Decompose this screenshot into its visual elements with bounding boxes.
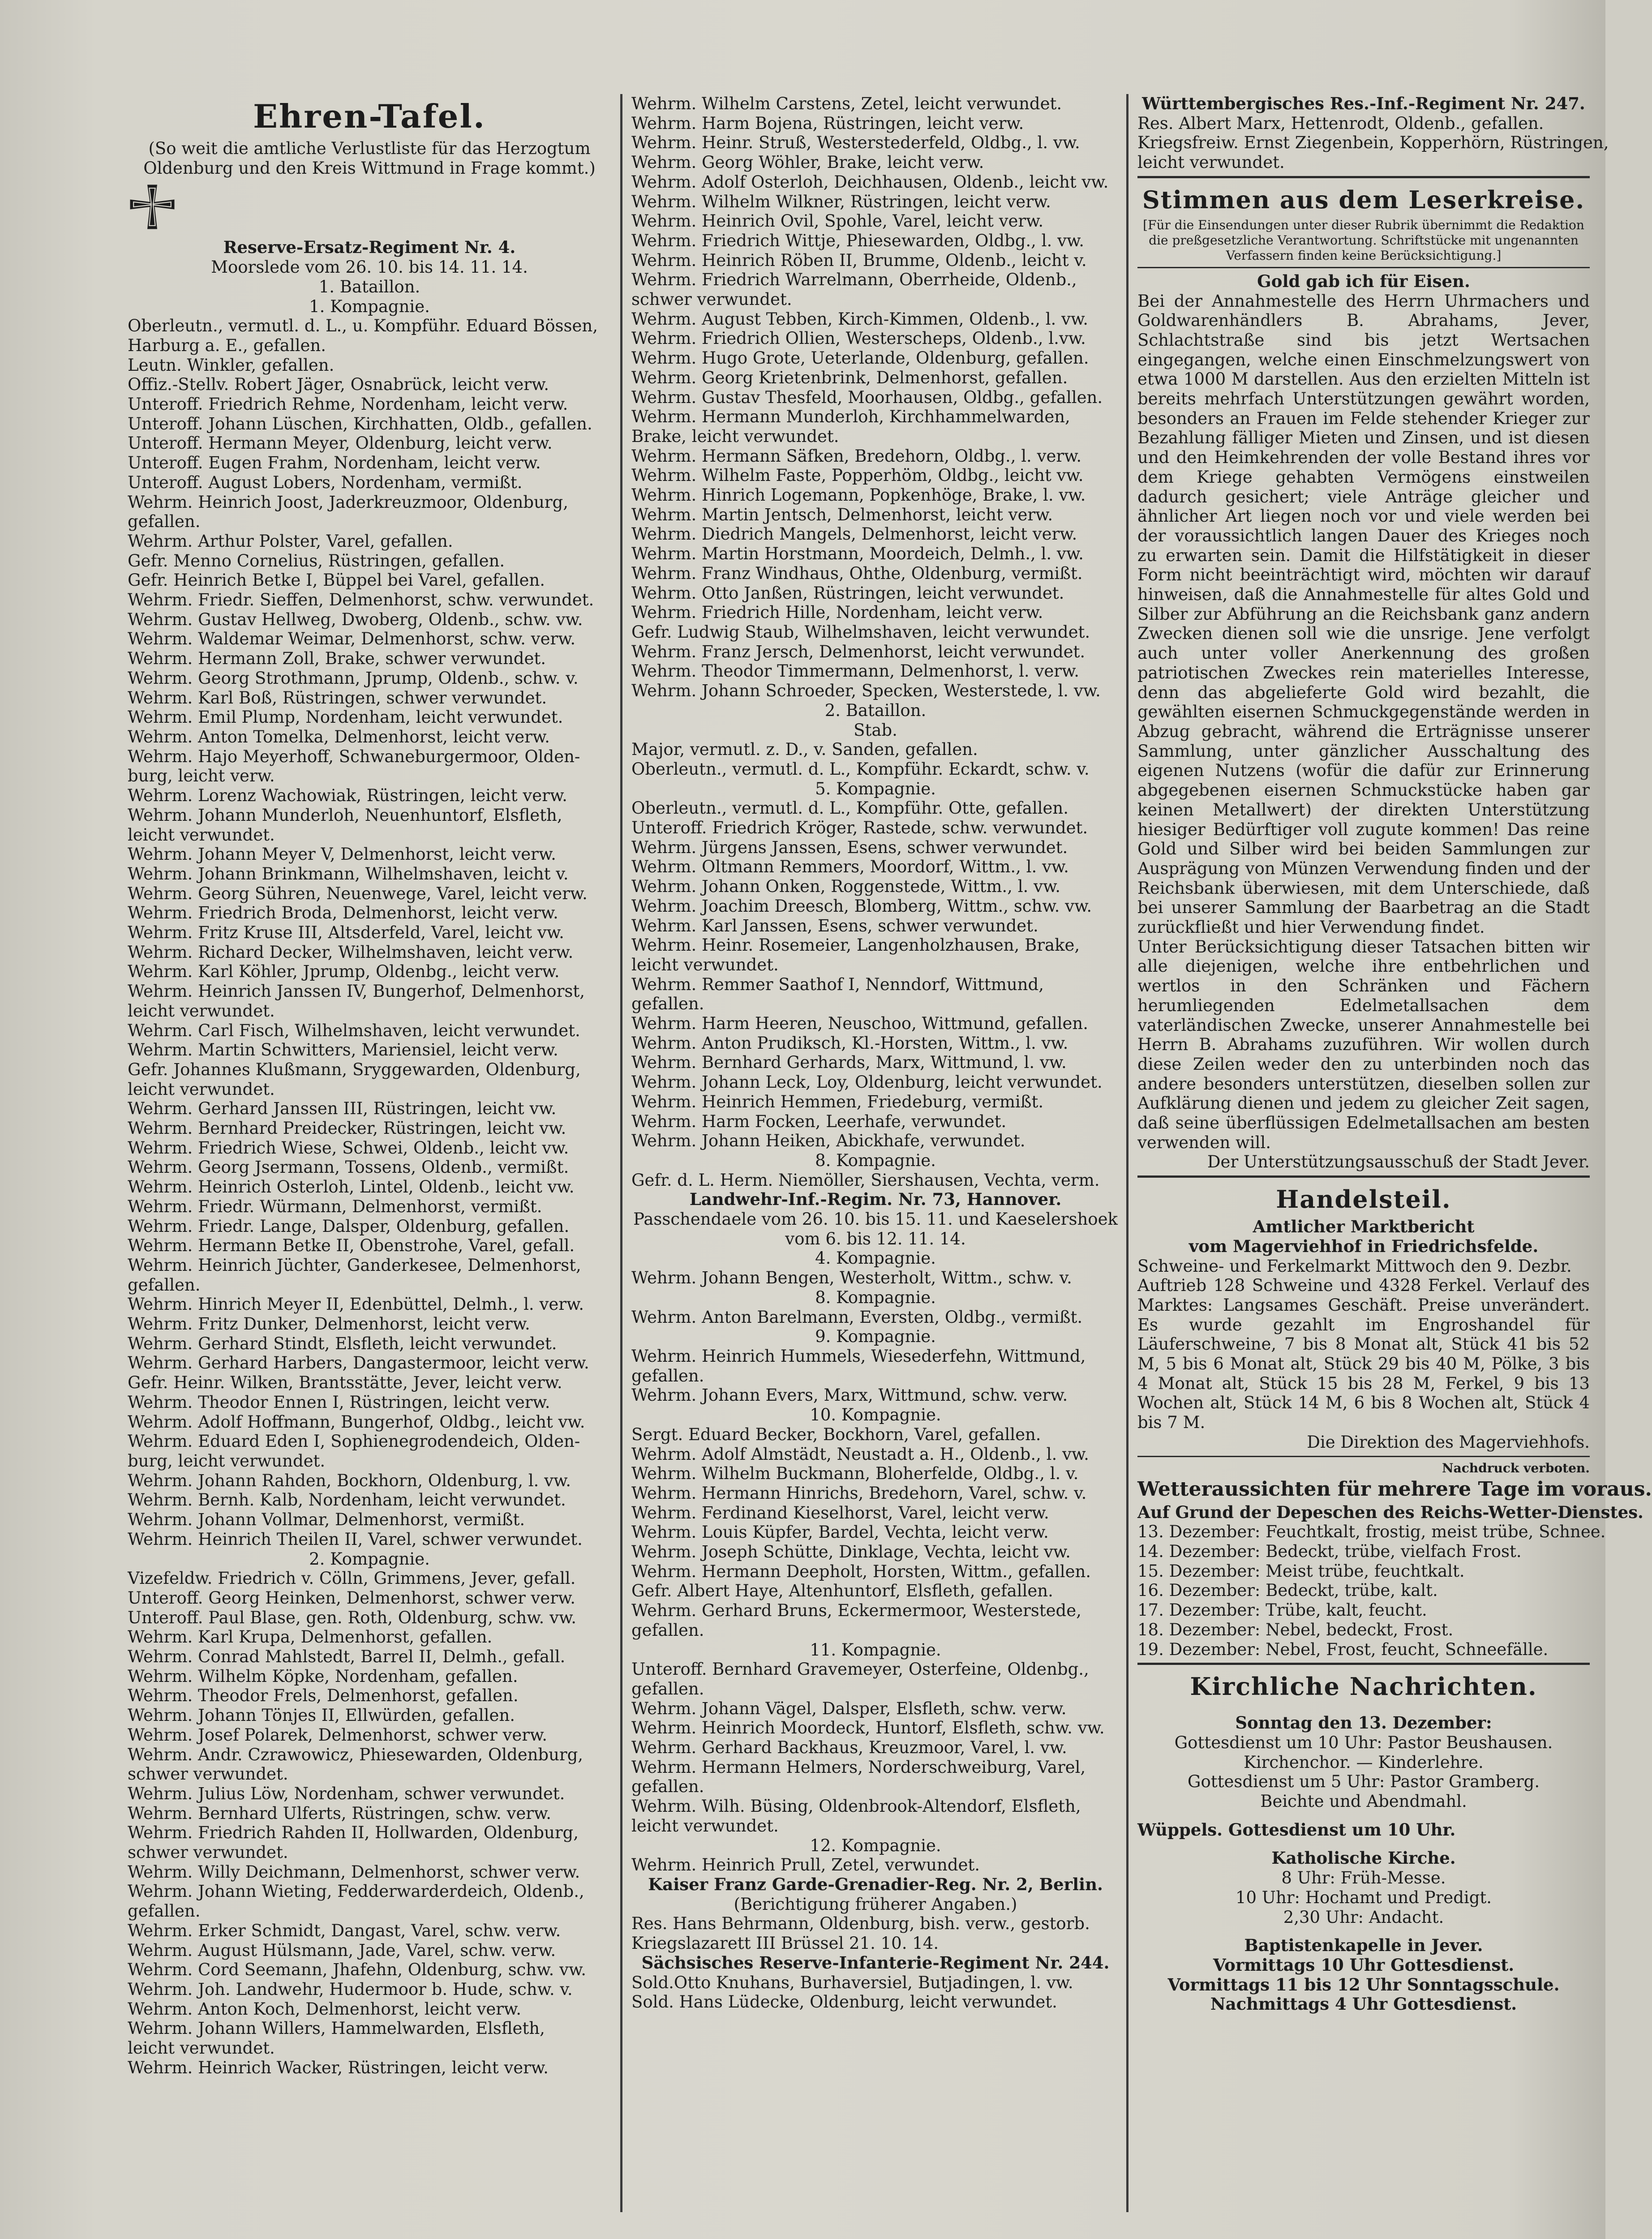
church-line: Vormittags 11 bis 12 Uhr Sonntagsschule. bbox=[1167, 1974, 1560, 1995]
casualty-entry: Wehrm. Georg Jsermann, Tossens, Oldenb., vermißt. bbox=[128, 1158, 569, 1177]
casualty-entry: Wehrm. Georg Strothmann, Jprump, Oldenb., schw. v. bbox=[128, 668, 579, 688]
company-heading: 9. Kompagnie. bbox=[815, 1327, 936, 1347]
casualty-entry: Oberleutn., vermutl. d. L., Kompführ. Otte, gefallen. bbox=[631, 798, 1069, 818]
casualty-entry: Wehrm. Johann Meyer V, Delmenhorst, leicht verw. bbox=[128, 845, 556, 864]
casualty-entry: Unteroff. Friedrich Rehme, Nordenham, leicht verw. bbox=[128, 395, 568, 414]
casualty-entry: Wehrm. Wilhelm Faste, Popperhöm, Oldbg., leicht vw. bbox=[631, 466, 1084, 485]
column-divider bbox=[1126, 94, 1129, 2212]
section-title-kirchliche: Kirchliche Nachrichten. bbox=[1190, 1672, 1537, 1701]
baptist-chapel-title: Baptistenkapelle in Jever. bbox=[1244, 1935, 1483, 1956]
casualty-entry: Wehrm. Karl Köhler, Jprump, Oldenbg., leicht verw. bbox=[128, 962, 560, 982]
casualty-entry: Wehrm. Friedrich Rahden II, Hollwarden, Oldenburg, bbox=[128, 1823, 579, 1843]
casualty-entry: Wehrm. Franz Windhaus, Ohthe, Oldenburg, vermißt. bbox=[631, 563, 1083, 583]
casualty-entry: Unteroff. August Lobers, Nordenham, vermißt. bbox=[128, 472, 523, 492]
section-divider bbox=[1137, 1663, 1590, 1665]
casualty-entry: Wehrm. Hugo Grote, Ueterlande, Oldenburg, gefallen. bbox=[631, 348, 1089, 368]
weather-list bbox=[1137, 1522, 1606, 1659]
casualty-list bbox=[631, 1914, 1120, 1953]
casualty-entry: Wehrm. Johann Onken, Roggenstede, Wittm., l. vw. bbox=[631, 877, 1060, 896]
casualty-entry: Wehrm. Erker Schmidt, Dangast, Varel, schw. verw. bbox=[128, 1921, 561, 1940]
casualty-entry: Wehrm. Theodor Timmermann, Delmenhorst, l. verw. bbox=[631, 661, 1079, 681]
casualty-entry: Wehrm. Conrad Mahlstedt, Barrel II, Delmh., gefall. bbox=[128, 1647, 566, 1667]
casualty-entry: Wehrm. Wilhelm Buckmann, Bloherfelde, Oldbg., l. v. bbox=[631, 1464, 1079, 1484]
church-line: Nachmittags 4 Uhr Gottesdienst. bbox=[1210, 1994, 1517, 2014]
casualty-entry: Wehrm. Wilh. Büsing, Oldenbrook-Altendorf, Elsfleth, bbox=[631, 1797, 1081, 1816]
casualty-list bbox=[128, 316, 611, 1549]
regiment-subheading: Moorslede vom 26. 10. bis 14. 11. 14. bbox=[211, 257, 528, 277]
regiment-heading: Reserve-Ersatz-Regiment Nr. 4. bbox=[223, 237, 516, 257]
casualty-entry: Wehrm. Martin Jentsch, Delmenhorst, leicht verw. bbox=[631, 505, 1053, 524]
casualty-entry: Wehrm. Friedr. Sieffen, Delmenhorst, schw. verwundet. bbox=[128, 590, 594, 610]
casualty-entry: Wehrm. Anton Barelmann, Eversten, Oldbg., vermißt. bbox=[631, 1307, 1083, 1327]
casualty-list bbox=[631, 1425, 1120, 1640]
casualty-entry: Wehrm. Heinrich Röben II, Brumme, Oldenb., leicht v. bbox=[631, 250, 1087, 270]
casualty-entry: Wehrm. Martin Horstmann, Moordeich, Delmh., l. vw. bbox=[631, 544, 1084, 564]
casualty-entry: schwer verwundet. bbox=[631, 290, 792, 309]
column-2 bbox=[631, 94, 1120, 2012]
casualty-entry: Gefr. Albert Haye, Altenhuntorf, Elsfleth, gefallen. bbox=[631, 1581, 1053, 1601]
weather-line: 15. Dezember: Meist trübe, feuchtkalt. bbox=[1137, 1561, 1465, 1581]
casualty-entry: Wehrm. Karl Boß, Rüstringen, schwer verwundet. bbox=[128, 688, 547, 708]
casualty-entry: Wehrm. Hermann Munderloh, Kirchhammelwarden, bbox=[631, 407, 1070, 427]
page-title: Ehren-Tafel. bbox=[253, 97, 486, 135]
casualty-entry: Harburg a. E., gefallen. bbox=[128, 335, 326, 355]
casualty-entry: Wehrm. Heinrich Jüchter, Ganderkesee, Delmenhorst, bbox=[128, 1255, 581, 1275]
casualty-entry: Wehrm. Friedr. Würmann, Delmenhorst, vermißt. bbox=[128, 1197, 542, 1216]
casualty-entry: Wehrm. Harm Bojena, Rüstringen, leicht verw. bbox=[631, 113, 1024, 133]
church-line: 10 Uhr: Hochamt und Predigt. bbox=[1235, 1887, 1492, 1907]
casualty-entry: Wehrm. Gerhard Bruns, Eckermermoor, Westerstede, bbox=[631, 1601, 1081, 1621]
company-heading: 5. Kompagnie. bbox=[815, 779, 936, 798]
church-line: Beichte und Abendmahl. bbox=[1260, 1792, 1467, 1811]
casualty-entry: gefallen. bbox=[128, 1901, 201, 1921]
casualty-entry: Wehrm. Bernhard Preidecker, Rüstringen, leicht vw. bbox=[128, 1119, 566, 1138]
casualty-entry: Wehrm. Heinrich Ovil, Spohle, Varel, leicht verw. bbox=[631, 211, 1044, 231]
casualty-entry: Wehrm. Joh. Landwehr, Hudermoor b. Hude, schw. v. bbox=[128, 1979, 573, 1999]
casualty-entry: Wehrm. Waldemar Weimar, Delmenhorst, schw. verw. bbox=[128, 629, 576, 649]
section-title-leserkreise: Stimmen aus dem Leserkreise. bbox=[1142, 185, 1585, 214]
casualty-entry: Wehrm. Friedrich Warrelmann, Oberrheide, Oldenb., bbox=[631, 270, 1077, 290]
article-signature: Der Unterstützungsausschuß der Stadt Jever. bbox=[1207, 1152, 1590, 1172]
catholic-church-title: Katholische Kirche. bbox=[1271, 1848, 1456, 1868]
casualty-entry: schwer verwundet. bbox=[128, 1764, 288, 1784]
casualty-entry: Wehrm. Heinrich Wacker, Rüstringen, leicht verw. bbox=[128, 2058, 549, 2077]
casualty-list bbox=[631, 1660, 1120, 1836]
casualty-entry: gefallen. bbox=[631, 994, 704, 1014]
casualty-entry: Wehrm. Oltmann Remmers, Moordorf, Wittm., l. vw. bbox=[631, 857, 1069, 877]
casualty-entry: Unteroff. Paul Blase, gen. Roth, Oldenburg, schw. vw. bbox=[128, 1608, 576, 1627]
casualty-entry: Leutn. Winkler, gefallen. bbox=[128, 355, 335, 375]
divider bbox=[1137, 1456, 1590, 1457]
church-line: Kirchenchor. — Kinderlehre. bbox=[1244, 1752, 1484, 1772]
casualty-entry: Wehrm. Johann Willers, Hammelwarden, Elsfleth, bbox=[128, 2019, 545, 2038]
article-body: Unter Berücksichtigung dieser Tatsachen bitten wir alle diejenigen, welche ihre entbehrlichen und wertlos in den Schränken und Fächern herumliegenden Edelmetallsachen dem vaterländischen Zwecke, unserer Annahmestelle bei Herrn B. Abrahams zuzuführen. Wir wollen durch diese Zeilen weder den zu unterbinden noch das andere besonders unterstützen, dieselben sollen zur Aufklärung dienen und jedem zu gleicher Zeit sagen, daß seine überflüssigen Edelmetallsachen am besten verwenden will. bbox=[1137, 937, 1590, 1152]
casualty-entry: Wehrm. Johann Tönjes II, Ellwürden, gefallen. bbox=[128, 1706, 515, 1725]
casualty-entry: Wehrm. Ferdinand Kieselhorst, Varel, leicht verw. bbox=[631, 1503, 1049, 1523]
casualty-entry: Wehrm. Anton Tomelka, Delmenhorst, leicht verw. bbox=[128, 727, 550, 746]
casualty-entry: Major, vermutl. z. D., v. Sanden, gefallen. bbox=[631, 740, 978, 759]
casualty-entry: Wehrm. Friedr. Lange, Dalsper, Oldenburg, gefallen. bbox=[128, 1216, 570, 1236]
casualty-entry: Wehrm. Johann Evers, Marx, Wittmund, schw. verw. bbox=[631, 1385, 1068, 1405]
casualty-entry: Wehrm. Louis Küpfer, Bardel, Vechta, leicht verw. bbox=[631, 1523, 1049, 1542]
article-title: Gold gab ich für Eisen. bbox=[1257, 271, 1470, 291]
casualty-entry: Wehrm. Johann Vägel, Dalsper, Elsfleth, schw. verw. bbox=[631, 1699, 1067, 1718]
casualty-entry: Wehrm. Georg Wöhler, Brake, leicht verw. bbox=[631, 153, 984, 172]
casualty-entry: Wehrm. August Hülsmann, Jade, Varel, schw. verw. bbox=[128, 1940, 556, 1960]
casualty-entry: Wehrm. Gerhard Harbers, Dangastermoor, leicht verw. bbox=[128, 1353, 589, 1373]
casualty-entry: Wehrm. Andr. Czrawowicz, Phiesewarden, Oldenburg, bbox=[128, 1745, 584, 1764]
editorial-note: Verfassern finden keine Berücksichtigung.] bbox=[1226, 248, 1502, 263]
casualty-entry: Wehrm. Martin Schwitters, Mariensiel, leicht verw. bbox=[128, 1040, 558, 1060]
weather-line: 14. Dezember: Bedeckt, trübe, vielfach Frost. bbox=[1137, 1542, 1522, 1561]
casualty-entry: Wehrm. Bernhard Ulferts, Rüstringen, schw. verw. bbox=[128, 1803, 552, 1823]
casualty-entry: Wehrm. Johann Vollmar, Delmenhorst, vermißt. bbox=[128, 1510, 525, 1530]
casualty-entry: gefallen. bbox=[128, 1275, 201, 1295]
casualty-entry: leicht verwundet. bbox=[1137, 153, 1285, 172]
casualty-entry: Gefr. d. L. Herm. Niemöller, Siershausen, Vechta, verm. bbox=[631, 1170, 1100, 1190]
casualty-entry: Wehrm. Remmer Saathof I, Nenndorf, Wittmund, bbox=[631, 974, 1044, 994]
casualty-entry: Wehrm. Arthur Polster, Varel, gefallen. bbox=[128, 531, 453, 551]
regiment-subheading: Passchendaele vom 26. 10. bis 15. 11. und Kaeselershoek bbox=[633, 1210, 1118, 1229]
market-report-title: Amtlicher Marktbericht bbox=[1253, 1217, 1475, 1237]
casualty-entry: Unteroff. Bernhard Gravemeyer, Osterfeine, Oldenbg., bbox=[631, 1660, 1089, 1679]
casualty-entry: Wehrm. Friedrich Wiese, Schwei, Oldenb., leicht vw. bbox=[128, 1138, 569, 1158]
church-line: Gottesdienst um 5 Uhr: Pastor Gramberg. bbox=[1187, 1772, 1540, 1792]
casualty-entry: Wehrm. Johann Schroeder, Specken, Westerstede, l. vw. bbox=[631, 681, 1101, 701]
casualty-entry: Res. Albert Marx, Hettenrodt, Oldenb., gefallen. bbox=[1137, 113, 1544, 133]
casualty-entry: Unteroff. Georg Heinken, Delmenhorst, schwer verw. bbox=[128, 1588, 576, 1608]
column-3 bbox=[1137, 94, 1652, 2014]
casualty-entry: Wehrm. Georg Sühren, Neuenwege, Varel, leicht verw. bbox=[128, 884, 588, 903]
casualty-entry: Wehrm. Hermann Zoll, Brake, schwer verwundet. bbox=[128, 649, 546, 669]
casualty-entry: leicht verwundet. bbox=[128, 1079, 275, 1099]
casualty-list bbox=[631, 94, 1120, 701]
casualty-entry: Wehrm. Wilhelm Köpke, Nordenham, gefallen. bbox=[128, 1666, 518, 1686]
company-heading: 10. Kompagnie. bbox=[810, 1405, 941, 1425]
battalion-heading: 1. Bataillon. bbox=[318, 277, 421, 296]
casualty-entry: Wehrm. Heinr. Struß, Westerstederfeld, Oldbg., l. vw. bbox=[631, 133, 1080, 153]
company-heading: 1. Kompagnie. bbox=[309, 296, 430, 316]
casualty-entry: Wehrm. Heinr. Rosemeier, Langenholzhausen, Brake, bbox=[631, 935, 1080, 955]
casualty-entry: Wehrm. Jürgens Janssen, Esens, schwer verwundet. bbox=[631, 837, 1068, 857]
battalion-heading: 2. Bataillon. bbox=[824, 700, 927, 720]
casualty-entry: Wehrm. Georg Krietenbrink, Delmenhorst, gefallen. bbox=[631, 368, 1068, 387]
casualty-list bbox=[1137, 113, 1609, 172]
casualty-entry: Wehrm. Cord Seemann, Jhafehn, Oldenburg, schw. vw. bbox=[128, 1960, 586, 1980]
subtitle-line: (So weit die amtliche Verlustliste für das Herzogtum bbox=[148, 139, 591, 158]
casualty-entry: Wehrm. Gustav Thesfeld, Moorhausen, Oldbg., gefallen. bbox=[631, 387, 1103, 407]
regiment-subheading: vom 6. bis 12. 11. 14. bbox=[785, 1229, 966, 1248]
casualty-entry: Wehrm. Joseph Schütte, Dinklage, Vechta, leicht vw. bbox=[631, 1542, 1071, 1562]
casualty-entry: Wehrm. Hermann Betke II, Obenstrohe, Varel, gefall. bbox=[128, 1236, 575, 1256]
casualty-entry: gefallen. bbox=[631, 1777, 704, 1797]
casualty-entry: leicht verwundet. bbox=[128, 825, 275, 845]
casualty-entry: Wehrm. Hermann Hinrichs, Bredehorn, Varel, schw. v. bbox=[631, 1483, 1087, 1503]
casualty-entry: Wehrm. Adolf Almstädt, Neustadt a. H., Oldenb., l. vw. bbox=[631, 1444, 1089, 1464]
casualty-entry: Wehrm. Heinrich Theilen II, Varel, schwer verwundet. bbox=[128, 1529, 583, 1549]
casualty-entry: Wehrm. Julius Löw, Nordenham, schwer verwundet. bbox=[128, 1784, 565, 1803]
market-report-subtitle: vom Magerviehhof in Friedrichsfelde. bbox=[1189, 1236, 1539, 1256]
casualty-entry: Wehrm. Heinrich Hummels, Wiesederfehn, Wittmund, bbox=[631, 1347, 1086, 1366]
company-heading: 8. Kompagnie. bbox=[815, 1150, 936, 1170]
casualty-entry: Vizefeldw. Friedrich v. Cölln, Grimmens, Jever, gefall. bbox=[128, 1569, 576, 1588]
casualty-entry: Wehrm. Karl Krupa, Delmenhorst, gefallen. bbox=[128, 1627, 493, 1647]
casualty-entry: Wehrm. Johann Heiken, Abickhafe, verwundet. bbox=[631, 1131, 1026, 1151]
casualty-entry: leicht verwundet. bbox=[128, 2038, 275, 2058]
casualty-entry: Unteroff. Hermann Meyer, Oldenburg, leicht verw. bbox=[128, 433, 553, 453]
casualty-entry: Gefr. Ludwig Staub, Wilhelmshaven, leicht verwundet. bbox=[631, 622, 1090, 642]
casualty-entry: leicht verwundet. bbox=[128, 1001, 275, 1021]
casualty-entry: Oberleutn., vermutl. d. L., Kompführ. Eckardt, schw. v. bbox=[631, 759, 1090, 779]
casualty-entry: Wehrm. Gustav Hellweg, Dwoberg, Oldenb., schw. vw. bbox=[128, 609, 583, 629]
casualty-entry: Wehrm. Johann Leck, Loy, Oldenburg, leicht verwundet. bbox=[631, 1072, 1103, 1092]
editorial-note: [Für die Einsendungen unter dieser Rubrik übernimmt die Redaktion bbox=[1143, 217, 1584, 232]
weather-title: Wetteraussichten für mehrere Tage im voraus. bbox=[1137, 1477, 1652, 1501]
casualty-entry: Unteroff. Eugen Frahm, Nordenham, leicht verw. bbox=[128, 453, 541, 473]
casualty-entry: Wehrm. Richard Decker, Wilhelmshaven, leicht verw. bbox=[128, 942, 574, 962]
weather-line: 17. Dezember: Trübe, kalt, feucht. bbox=[1137, 1600, 1427, 1620]
casualty-entry: Wehrm. Karl Janssen, Esens, schwer verwundet. bbox=[631, 916, 1038, 935]
casualty-entry: Wehrm. Friedrich Ollien, Westerscheps, Oldenb., l.vw. bbox=[631, 329, 1086, 348]
regiment-subheading: (Berichtigung früherer Angaben.) bbox=[734, 1894, 1017, 1914]
casualty-entry: Wehrm. Lorenz Wachowiak, Rüstringen, leicht verw. bbox=[128, 786, 567, 806]
casualty-entry: Wehrm. Adolf Osterloh, Deichhausen, Oldenb., leicht vw. bbox=[631, 172, 1109, 192]
market-report-signature: Die Direktion des Magerviehhofs. bbox=[1307, 1432, 1590, 1452]
casualty-entry: Wehrm. Gerhard Janssen III, Rüstringen, leicht vw. bbox=[128, 1099, 557, 1119]
casualty-list bbox=[631, 1973, 1120, 2012]
market-report-date: Schweine- und Ferkelmarkt Mittwoch den 9. Dezbr. bbox=[1137, 1256, 1572, 1276]
casualty-entry: Wehrm. Bernhard Gerhards, Marx, Wittmund, l. vw. bbox=[631, 1053, 1067, 1072]
casualty-entry: Wehrm. Gerhard Backhaus, Kreuzmoor, Varel, l. vw. bbox=[631, 1738, 1067, 1758]
casualty-entry: leicht verwundet. bbox=[631, 1816, 779, 1836]
casualty-entry: Wehrm. Franz Jersch, Delmenhorst, leicht verwundet. bbox=[631, 642, 1086, 661]
casualty-entry: Gefr. Heinrich Betke I, Büppel bei Varel, gefallen. bbox=[128, 570, 545, 590]
casualty-entry: Wehrm. Hinrich Meyer II, Edenbüttel, Delmh., l. verw. bbox=[128, 1295, 584, 1314]
section-divider bbox=[1137, 176, 1590, 178]
casualty-entry: Wehrm. Eduard Eden I, Sophienegrodendeich, Olden- bbox=[128, 1432, 580, 1451]
weather-line: 18. Dezember: Nebel, bedeckt, Frost. bbox=[1137, 1620, 1454, 1639]
casualty-entry: Offiz.-Stellv. Robert Jäger, Osnabrück, leicht verw. bbox=[128, 375, 549, 395]
casualty-entry: Kriegsfreiw. Ernst Ziegenbein, Kopperhörn, Rüstringen, bbox=[1137, 133, 1609, 153]
church-line: Gottesdienst um 10 Uhr: Pastor Beushausen. bbox=[1174, 1733, 1553, 1752]
casualty-list bbox=[631, 1855, 1120, 1875]
weather-line: 13. Dezember: Feuchtkalt, frostig, meist trübe, Schnee. bbox=[1137, 1522, 1606, 1542]
casualty-list bbox=[631, 1171, 1120, 1190]
casualty-entry: Wehrm. Adolf Hoffmann, Bungerhof, Oldbg., leicht vw. bbox=[128, 1412, 585, 1432]
casualty-entry: gefallen. bbox=[631, 1679, 704, 1699]
casualty-entry: Wehrm. Wilhelm Carstens, Zetel, leicht verwundet. bbox=[631, 94, 1062, 113]
editorial-note: die preßgesetzliche Verantwortung. Schriftstücke mit ungenannten bbox=[1149, 232, 1579, 248]
casualty-list bbox=[631, 798, 1120, 1151]
church-line: Sonntag den 13. Dezember: bbox=[1235, 1713, 1492, 1733]
weather-line: 16. Dezember: Bedeckt, trübe, kalt. bbox=[1137, 1581, 1438, 1600]
casualty-entry: burg, leicht verw. bbox=[128, 766, 275, 786]
casualty-entry: Wehrm. Heinrich Joost, Jaderkreuzmoor, Oldenburg, bbox=[128, 492, 568, 512]
casualty-entry: Wehrm. Willy Deichmann, Delmenhorst, schwer verw. bbox=[128, 1862, 580, 1882]
casualty-entry: Wehrm. Diedrich Mangels, Delmenhorst, leicht verw. bbox=[631, 524, 1077, 544]
casualty-entry: Oberleutn., vermutl. d. L., u. Kompführ. Eduard Bössen, bbox=[128, 316, 598, 336]
casualty-entry: Wehrm. Johann Munderloh, Neuenhuntorf, Elsfleth, bbox=[128, 805, 562, 825]
casualty-entry: Sergt. Eduard Becker, Bockhorn, Varel, gefallen. bbox=[631, 1424, 1041, 1444]
casualty-entry: Wehrm. Friedrich Broda, Delmenhorst, leicht verw. bbox=[128, 903, 558, 923]
casualty-entry: Gefr. Menno Cornelius, Rüstringen, gefallen. bbox=[128, 551, 505, 570]
casualty-entry: Wehrm. Harm Heeren, Neuschoo, Wittmund, gefallen. bbox=[631, 1014, 1088, 1034]
casualty-entry: Wehrm. Heinrich Janssen IV, Bungerhof, Delmenhorst, bbox=[128, 982, 585, 1001]
casualty-entry: Wehrm. Emil Plump, Nordenham, leicht verwundet. bbox=[128, 708, 563, 727]
section-divider bbox=[1137, 1175, 1590, 1178]
reprint-notice: Nachdruck verboten. bbox=[1442, 1460, 1590, 1476]
casualty-entry: Wehrm. Friedrich Wittje, Phiesewarden, Oldbg., l. vw. bbox=[631, 231, 1084, 250]
casualty-entry: Wehrm. Anton Koch, Delmenhorst, leicht verw. bbox=[128, 1999, 521, 2019]
casualty-entry: Wehrm. Johann Brinkmann, Wilhelmshaven, leicht v. bbox=[128, 864, 569, 884]
casualty-entry: Wehrm. Fritz Kruse III, Altsderfeld, Varel, leicht vw. bbox=[128, 923, 564, 943]
regiment-heading: Landwehr-Inf.-Regim. Nr. 73, Hannover. bbox=[689, 1189, 1062, 1210]
regiment-heading: Württembergisches Res.-Inf.-Regiment Nr. 247. bbox=[1142, 94, 1585, 113]
casualty-list bbox=[631, 1347, 1120, 1405]
casualty-entry: Wehrm. Friedrich Hille, Nordenham, leicht verw. bbox=[631, 603, 1043, 622]
casualty-entry: Wehrm. Theodor Frels, Delmenhorst, gefallen. bbox=[128, 1686, 519, 1706]
casualty-entry: Gefr. Johannes Klußmann, Sryggewarden, Oldenburg, bbox=[128, 1059, 581, 1079]
market-report-body: Auftrieb 128 Schweine und 4328 Ferkel. Verlauf des Marktes: Langsames Geschäft. Preise unverändert. Es wurde gezahlt im Engroshandel für Läuferschweine, 7 bis 8 Monat alt, Stück 41 bis 52 M, 5 bis 6 Monat alt, Stück 29 bis 40 M, Pölke, 3 bis 4 Monat alt, Stück 15 bis 28 M, Ferkel, 9 bis 13 Wochen alt, Stück 14 M, 6 bis 8 Wochen alt, Stück 4 bis 7 M. bbox=[1137, 1276, 1590, 1433]
church-line: 8 Uhr: Früh-Messe. bbox=[1281, 1868, 1446, 1888]
company-heading: 11. Kompagnie. bbox=[810, 1640, 941, 1660]
casualty-list bbox=[631, 1268, 1120, 1288]
company-heading: 2. Kompagnie. bbox=[309, 1549, 430, 1569]
company-heading: 4. Kompagnie. bbox=[815, 1248, 936, 1268]
regiment-heading: Kaiser Franz Garde-Grenadier-Reg. Nr. 2, Berlin. bbox=[648, 1874, 1103, 1894]
church-line: Vormittags 10 Uhr Gottesdienst. bbox=[1213, 1955, 1515, 1975]
casualty-entry: schwer verwundet. bbox=[128, 1843, 288, 1862]
casualty-entry: Wehrm. Hinrich Logemann, Popkenhöge, Brake, l. vw. bbox=[631, 485, 1086, 505]
church-line: 2,30 Uhr: Andacht. bbox=[1283, 1907, 1444, 1927]
casualty-entry: Wehrm. Fritz Dunker, Delmenhorst, leicht verw. bbox=[128, 1314, 530, 1334]
regiment-heading: Sächsisches Reserve-Infanterie-Regiment Nr. 244. bbox=[641, 1952, 1110, 1973]
casualty-entry: Wehrm. Johann Bengen, Westerholt, Wittm., schw. v. bbox=[631, 1268, 1072, 1288]
casualty-entry: Brake, leicht verwundet. bbox=[631, 426, 839, 446]
company-heading: 8. Kompagnie. bbox=[815, 1287, 936, 1307]
casualty-entry: Sold.Otto Knuhans, Burhaversiel, Butjadingen, l. vw. bbox=[631, 1973, 1073, 1992]
casualty-entry: Wehrm. Hajo Meyerhoff, Schwaneburgermoor, Olden- bbox=[128, 746, 580, 766]
staff-heading: Stab. bbox=[854, 720, 897, 740]
casualty-entry: Gefr. Heinr. Wilken, Brantsstätte, Jever, leicht verw. bbox=[128, 1373, 562, 1393]
casualty-entry: Wehrm. Carl Fisch, Wilhelmshaven, leicht verwundet. bbox=[128, 1021, 580, 1040]
casualty-entry: Wehrm. Heinrich Prull, Zetel, verwundet. bbox=[631, 1855, 980, 1875]
casualty-entry: Wehrm. Heinrich Hemmen, Friedeburg, vermißt. bbox=[631, 1092, 1044, 1111]
subtitle-line: Oldenburg und den Kreis Wittmund in Frage kommt.) bbox=[143, 158, 596, 178]
casualty-entry: Unteroff. Johann Lüschen, Kirchhatten, Oldb., gefallen. bbox=[128, 414, 592, 433]
casualty-entry: Wehrm. Josef Polarek, Delmenhorst, schwer verw. bbox=[128, 1725, 548, 1745]
iron-cross-icon bbox=[128, 182, 177, 232]
casualty-entry: Wehrm. Gerhard Stindt, Elsfleth, leicht verwundet. bbox=[128, 1334, 557, 1353]
article-body: Bei der Annahmestelle des Herrn Uhrmachers und Goldwarenhändlers B. Abrahams, Jever, Schlachtstraße sind bis jetzt Wertsachen eingegangen, welche einen Einschmelzungswert von etwa 1000 M darstellen. Aus den erzielten Mitteln ist bereits mehrfach Unterstützungen gewährt worden, besonders an Frauen im Felde stehender Krieger zur Bezahlung fälliger Mieten und Zinsen, und ist diesen und den Heimkehrenden der volle Bestand ihres vor dem Kriege gehabten Vermögens einstweilen dadurch gesichert; viele Anträge gleicher und ähnlicher Art liegen noch vor und viele werden bei der voraussichtlich langen Dauer des Krieges noch zu erwarten sein. Damit die Hilfstätigkeit in dieser Form nicht beeinträchtigt wird, möchten wir darauf hinweisen, daß die Annahmestelle für altes Gold und Silber zur Abführung an die Reichsbank ganz andern Zwecken dienen soll wie die unsrige. Jene verfolgt auch unter voller Anerkennung des großen patriotischen Zweckes rein materielles Interesse, denn das abgelieferte Gold wird bezahlt, die gewählten eisernen Schmuckgegenstände werden in Abzug gebracht, während die Erträgnisse unserer Sammlung, unter gänzlicher Ausschaltung des eigenen Nutzens (wofür die dafür zur Erinnerung abgegebenen eisernen Schmuckstücke haben gar keinen Metallwert) der direkten Unterstützung hiesiger Bedürftiger voll zugute kommen! Das reine Gold und Silber wird bei beiden Sammlungen zur Ausprägung von Münzen Verwendung finden und der Reichsbank überwiesen, mit dem Unterschiede, daß bei unserer Sammlung der Baarbetrag an die Stadt zurückfließt und hier Verwendung findet. bbox=[1137, 291, 1590, 937]
casualty-entry: gefallen. bbox=[631, 1620, 704, 1640]
casualty-entry: Res. Hans Behrmann, Oldenburg, bish. verw., gestorb. bbox=[631, 1914, 1090, 1934]
divider bbox=[1137, 267, 1590, 268]
casualty-entry: Wehrm. Joachim Dreesch, Blomberg, Wittm., schw. vw. bbox=[631, 896, 1092, 916]
casualty-entry: Wehrm. Harm Focken, Leerhafe, verwundet. bbox=[631, 1111, 1007, 1131]
casualty-entry: Wehrm. Heinrich Osterloh, Lintel, Oldenb., leicht vw. bbox=[128, 1177, 575, 1197]
casualty-entry: Wehrm. Hermann Deepholt, Horsten, Wittm., gefallen. bbox=[631, 1561, 1091, 1581]
casualty-entry: Wehrm. Theodor Ennen I, Rüstringen, leicht verw. bbox=[128, 1392, 550, 1412]
casualty-entry: Wehrm. Hermann Helmers, Norderschweiburg, Varel, bbox=[631, 1757, 1086, 1777]
church-wueppels: Wüppels. Gottesdienst um 10 Uhr. bbox=[1137, 1819, 1456, 1840]
casualty-entry: Wehrm. Bernh. Kalb, Nordenham, leicht verwundet. bbox=[128, 1490, 566, 1510]
casualty-entry: Sold. Hans Lüdecke, Oldenburg, leicht verwundet. bbox=[631, 1992, 1057, 2012]
weather-line: 19. Dezember: Nebel, Frost, feucht, Schneefälle. bbox=[1137, 1639, 1549, 1659]
casualty-entry: burg, leicht verwundet. bbox=[128, 1451, 326, 1471]
column-1 bbox=[128, 94, 611, 2078]
section-title-handelsteil: Handelsteil. bbox=[1276, 1185, 1451, 1214]
casualty-entry: Kriegslazarett III Brüssel 21. 10. 14. bbox=[631, 1934, 939, 1953]
casualty-entry: Wehrm. Wilhelm Wilkner, Rüstringen, leicht verw. bbox=[631, 192, 1051, 211]
casualty-entry: Wehrm. Anton Prudiksch, Kl.-Horsten, Wittm., l. vw. bbox=[631, 1033, 1068, 1053]
casualty-entry: Wehrm. Otto Janßen, Rüstringen, leicht verwundet. bbox=[631, 583, 1064, 603]
column-divider bbox=[620, 94, 622, 2212]
casualty-entry: leicht verwundet. bbox=[631, 955, 779, 974]
casualty-list bbox=[631, 1308, 1120, 1327]
casualty-list bbox=[128, 1569, 611, 2077]
casualty-entry: Wehrm. Johann Rahden, Bockhorn, Oldenburg, l. vw. bbox=[128, 1471, 571, 1490]
weather-subtitle: Auf Grund der Depeschen des Reichs-Wetter-Dienstes. bbox=[1137, 1502, 1643, 1522]
casualty-entry: Wehrm. August Tebben, Kirch-Kimmen, Oldenb., l. vw. bbox=[631, 309, 1088, 329]
casualty-entry: Wehrm. Heinrich Moordeck, Huntorf, Elsfleth, schw. vw. bbox=[631, 1718, 1105, 1738]
casualty-entry: Wehrm. Johann Wieting, Fedderwarderdeich, Oldenb., bbox=[128, 1882, 584, 1901]
casualty-entry: Unteroff. Friedrich Kröger, Rastede, schw. verwundet. bbox=[631, 818, 1088, 838]
casualty-entry: Wehrm. Hermann Säfken, Bredehorn, Oldbg., l. verw. bbox=[631, 446, 1082, 466]
casualty-entry: gefallen. bbox=[631, 1366, 704, 1385]
casualty-entry: gefallen. bbox=[128, 512, 201, 532]
company-heading: 12. Kompagnie. bbox=[810, 1836, 941, 1855]
casualty-list bbox=[631, 740, 1120, 779]
